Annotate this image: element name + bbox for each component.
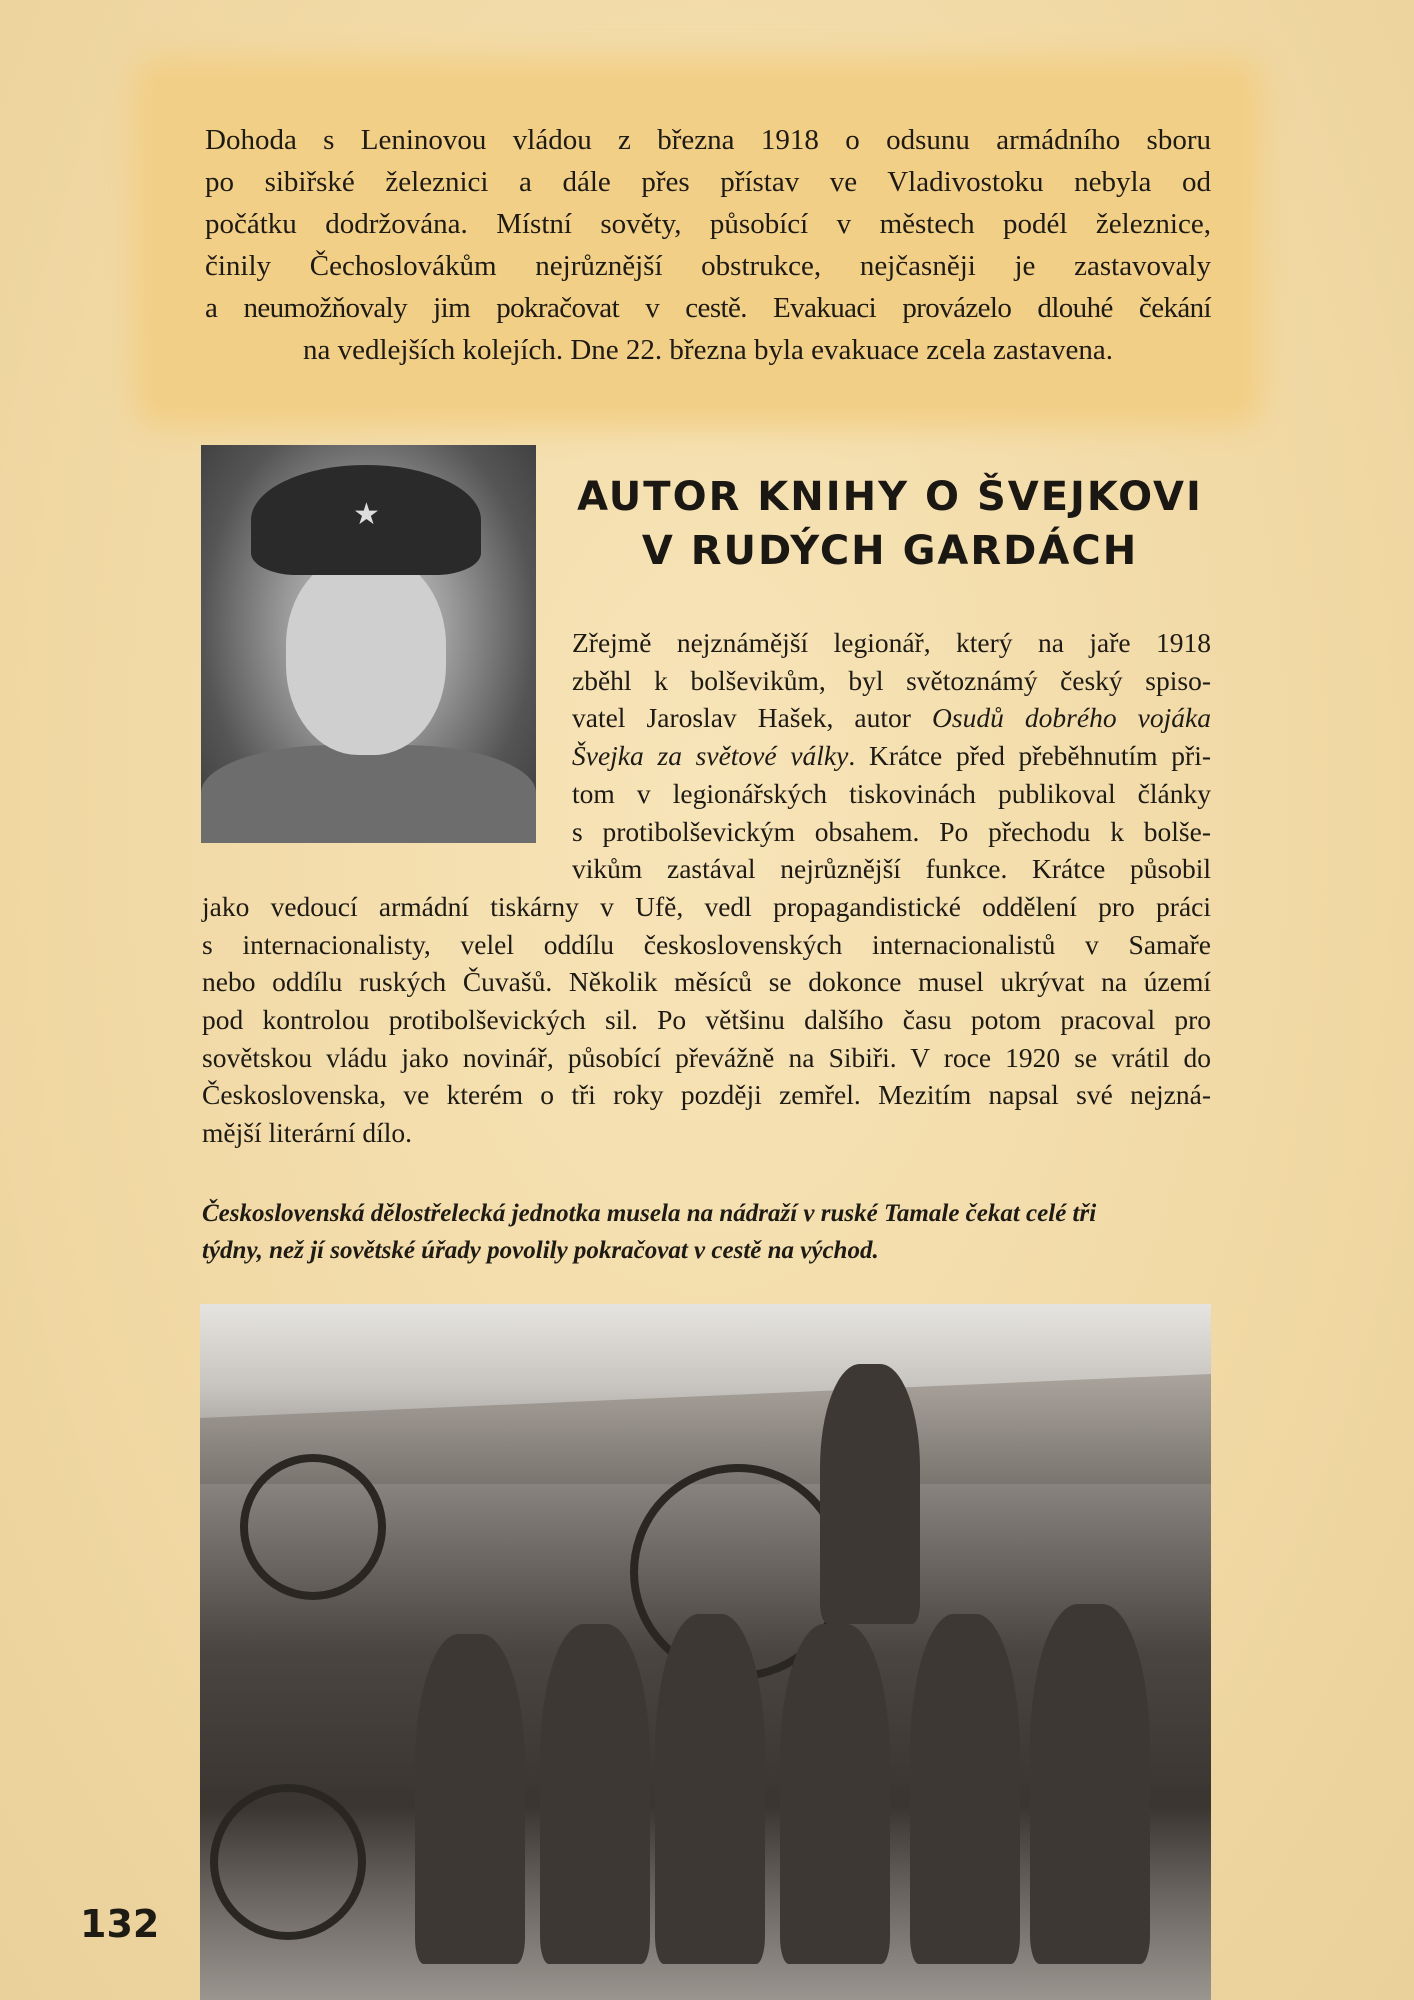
book-title-italic: Osudů dobrého vojáka [932,702,1211,734]
intro-line: počátku dodržována. Místní sověty, působící v městech podél železnice, [205,208,1211,240]
body-line: s internacionalisty, velel oddílu československých internacionalistů v Samaře [202,928,1211,960]
star-icon: ★ [353,498,380,531]
heading-line: V RUDÝCH GARDÁCH [641,528,1139,574]
intro-line: činily Čechoslovákům nejrůznější obstrukce, nejčasněji je zastavovaly [205,250,1211,282]
book-title-italic: Švejka za světové války [572,740,849,772]
body-line: zběhl k bolševikům, byl světoznámý český spiso- [572,664,1211,696]
heading-line: AUTOR KNIHY O ŠVEJKOVI [577,474,1203,520]
body-line: vikům zastával nejrůznější funkce. Krátce působil [572,853,1211,885]
body-line: Zřejmě nejznámější legionář, který na jaře 1918 [572,627,1211,658]
body-line: Československa, ve kterém o tři roky později zemřel. Mezitím napsal své nejzná- [202,1079,1211,1111]
caption-line: týdny, než jí sovětské úřady povolily pokračovat v cestě na východ. [202,1237,879,1264]
intro-line: po sibiřské železnici a dále přes přístav ve Vladivostoku nebyla od [205,166,1211,198]
body-line: tom v legionářských tiskovinách publikoval články [572,777,1211,809]
body-line: jako vedoucí armádní tiskárny v Ufě, vedl propagandistické oddělení pro práci [202,890,1211,922]
body-line: s protibolševickým obsahem. Po přechodu k bolše- [572,815,1211,847]
article-heading [560,470,1220,578]
intro-line: Dohoda s Leninovou vládou z března 1918 o odsunu armádního sboru [205,124,1211,156]
caption-line: Československá dělostřelecká jednotka musela na nádraží v ruské Tamale čekat celé tři [202,1200,1097,1227]
body-line [572,702,1211,734]
body-text: . Krátce před přeběhnutím při- [848,740,1211,772]
body-line: nebo oddílu ruských Čuvašů. Několik měsíců se dokonce musel ukrývat na území [202,966,1211,998]
body-line: mější literární dílo. [202,1117,413,1149]
intro-line: na vedlejších kolejích. Dne 22. března byla evakuace zcela zastavena. [303,334,1113,366]
body-line: pod kontrolou protibolševických sil. Po většinu dalšího času potom pracoval pro [202,1004,1211,1035]
page-number: 132 [80,1902,160,1946]
body-line [572,740,1211,772]
body-text: vatel Jaroslav Hašek, autor [572,702,933,734]
artillery-unit-photo [200,1304,1211,2000]
intro-line: a neumožňovaly jim pokračovat v cestě. Evakuaci provázelo dlouhé čekání [205,292,1211,324]
portrait-photo [201,445,536,843]
body-line: sovětskou vládu jako novinář, působící převážně na Sibiři. V roce 1920 se vrátil do [202,1041,1211,1073]
